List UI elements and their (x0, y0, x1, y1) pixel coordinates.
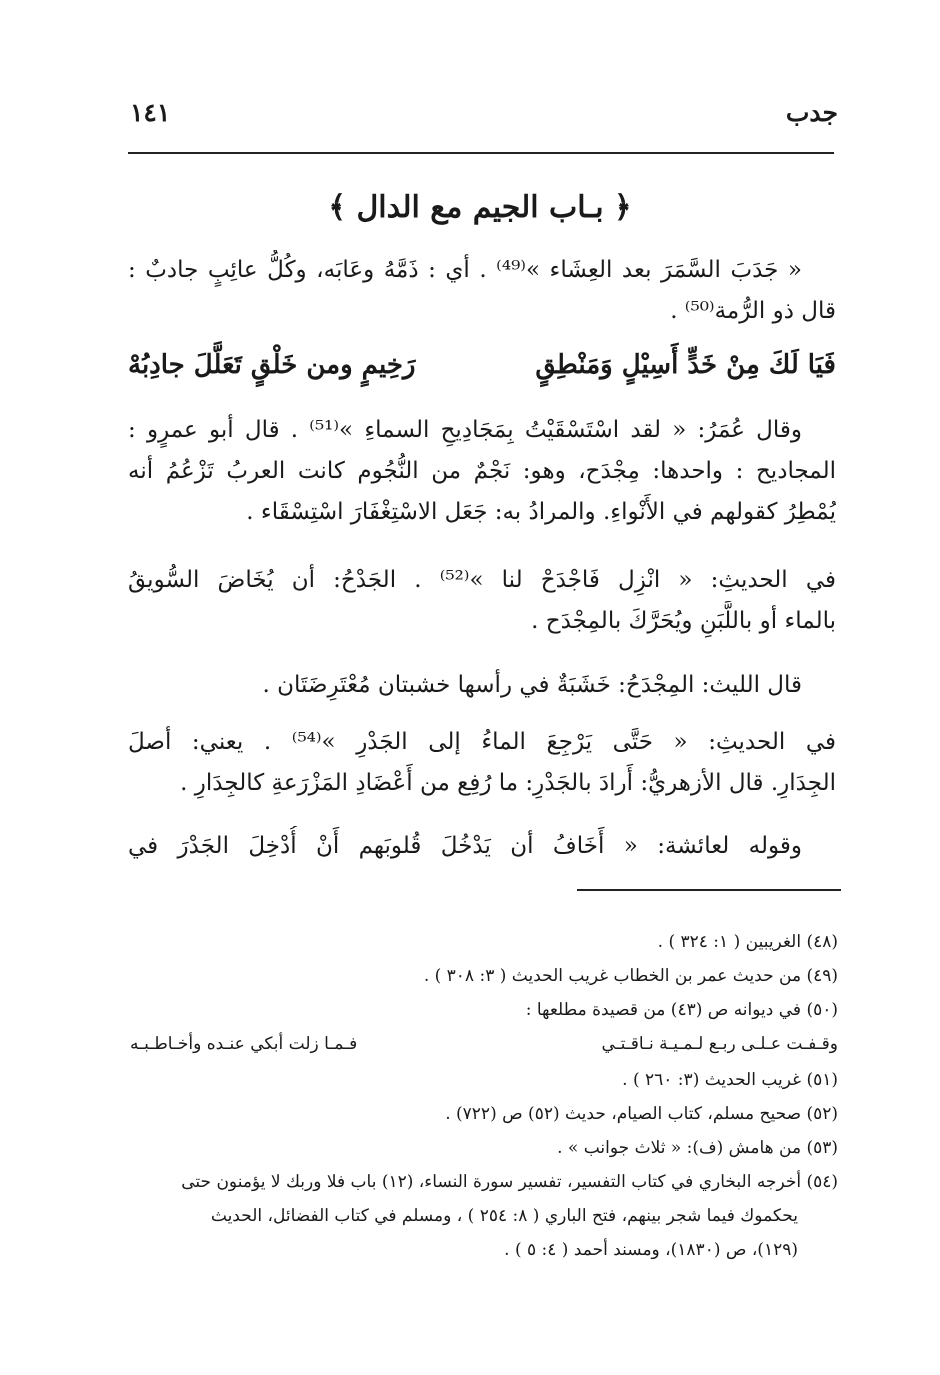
text-line: في الحديثِ: « انْزِل فَاجْدَحْ لنا »⁽⁵²⁾ . الجَدْحُ: أن يُخَاضَ السُّويقُ (128, 567, 836, 593)
footnote-50-poem (130, 1027, 838, 1063)
paragraph-jadr (128, 722, 836, 804)
text-line: يُمْطِرُ كقولهم في الأَنْواءِ. والمرادُ به: جَعَل الاسْتِغْفَارَ اسْتِسْقَاء . (246, 499, 836, 525)
paragraph-aisha (128, 826, 836, 867)
paragraph-majadih (128, 410, 836, 533)
verse-second-hemistich: رَخِيمٍ ومن خَلْقٍ تَعَلَّلَ جادِبُهْ (128, 350, 416, 380)
footnote-54-continued: يحكموك فيما شجر بينهم، فتح الباري ( ٨: ٢٥٤ ) ، ومسلم في كتاب الفضائل، الحديث (210, 1206, 798, 1226)
footnote-rule (577, 889, 841, 891)
paragraph-jadaba (128, 250, 836, 332)
text-line: في الحديثِ: « حَتَّى يَرْجِعَ الماءُ إلى الجَدْرِ »⁽⁵⁴⁾ . يعني: أصلَ (128, 729, 836, 755)
footnote-54: (٥٤) أخرجه البخاري في كتاب التفسير، تفسير سورة النساء، (١٢) باب فلا وربك لا يؤمنون حتى (181, 1172, 838, 1192)
footnotes (130, 925, 838, 1267)
paragraph-jadh (128, 560, 836, 642)
verse-first-hemistich: فَيَا لَكَ مِنْ خَدٍّ أَسِيْلٍ وَمَنْطِقٍ (535, 350, 836, 380)
footnote-53: (٥٣) من هامش (ف): « ثلاث جوانب » . (557, 1138, 838, 1158)
paragraph-mijdah (128, 665, 836, 706)
page-number: ١٤١ (130, 98, 171, 127)
text-line: قال ذو الرُّمة⁽⁵⁰⁾ . (670, 298, 836, 324)
text-line: المجاديح : واحدها: مِجْدَح، وهو: نَجْمٌ من النُّجُوم كانت العربُ تَزْعُمُ أنه (128, 458, 836, 484)
text-line: الجِدَارِ. قال الأزهريُّ: أَرادَ بالجَدْرِ: ما رُفِع من أَعْضَادِ المَزْرَعةِ كالجِدَارِ . (180, 770, 836, 796)
text-line: بالماء أو باللَّبَنِ ويُحَرَّكَ بالمِجْدَح . (531, 608, 836, 634)
page-header (130, 98, 838, 138)
footnote-50: (٥٠) في ديوانه ص (٤٣) من قصيدة مطلعها : (525, 1000, 838, 1020)
footnote-48: (٤٨) الغريبين ( ١: ٣٢٤ ) . (657, 932, 838, 952)
footnote-52: (٥٢) صحيح مسلم، كتاب الصيام، حديث (٥٢) ص (٧٢٢) . (445, 1104, 838, 1124)
chapter-title: ﴿ بـاب الجيم مع الدال ﴾ (328, 190, 632, 225)
text-line: « جَدَبَ السَّمَرَ بعد العِشَاء »⁽⁴⁹⁾ . أي : ذَمَّهُ وعَابَه، وكُلُّ عائِبٍ جادبٌ : (128, 257, 802, 283)
footnote-49: (٤٩) من حديث عمر بن الخطاب غريب الحديث ( ٣: ٣٠٨ ) . (423, 966, 838, 986)
footnote-51: (٥١) غريب الحديث (٣: ٢٦٠ ) . (622, 1070, 838, 1090)
poetry-verse (128, 350, 836, 394)
text-line: وقال عُمَرُ: « لقد اسْتَسْقَيْتُ بِمَجَادِيحِ السماءِ »⁽⁵¹⁾ . قال أبو عمرٍو : (128, 417, 803, 443)
footnote-54-continued: (١٢٩)، ص (١٨٣٠)، ومسند أحمد ( ٤: ٥ ) . (504, 1240, 798, 1260)
text-line: قال الليث: المِجْدَحُ: خَشَبَةٌ في رأسها خشبتان مُعْتَرِضَتَان . (262, 672, 802, 698)
text-line: وقوله لعائشة: « أَخَافُ أن يَدْخُلَ قُلوبَهم أَنْ أُدْخِلَ الجَدْرَ في (128, 833, 802, 859)
poem-first-half: وقـفـت عـلـى ربـع لـمـيـة نـاقـتـي (601, 1034, 838, 1054)
running-head: جدب (785, 98, 838, 127)
header-rule (128, 152, 834, 154)
poem-second-half: فـمـا زلت أبكي عنـده وأخـاطـبـه (130, 1034, 358, 1054)
